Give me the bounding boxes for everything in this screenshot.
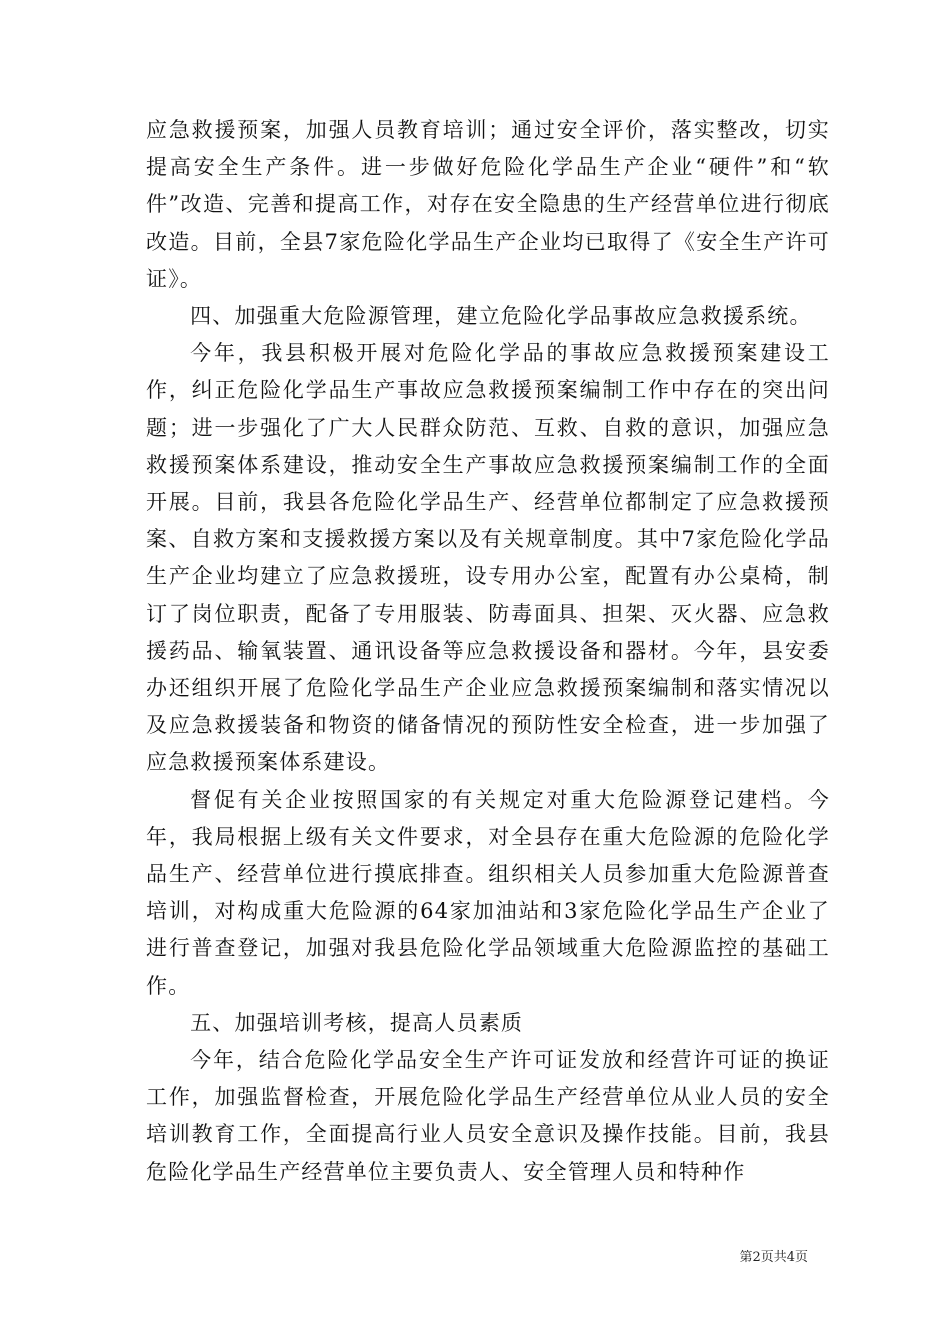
section-heading-4: 四、加强重大危险源管理，建立危险化学品事故应急救援系统。 — [190, 304, 812, 329]
document-body — [146, 112, 830, 1191]
paragraph-1: 应急救援预案，加强人员教育培训；通过安全评价，落实整改，切实提高安全生产条件。进一步做好危险化学品生产企业“硬件”和“软件”改造、完善和提高工作，对存在安全隐患的生产经营单位进行彻底改造。目前，全县7家危险化学品生产企业均已取得了《安全生产许可证》。 — [146, 118, 830, 291]
paragraph-4: 督促有关企业按照国家的有关规定对重大危险源登记建档。今年，我局根据上级有关文件要求，对全县存在重大危险源的危险化学品生产、经营单位进行摸底排查。组织相关人员参加重大危险源普查培训，对构成重大危险源的64家加油站和3家危险化学品生产企业了进行普查登记，加强对我县危险化学品领域重大危险源监控的基础工作。 — [146, 787, 830, 998]
paragraph-3: 今年，我县积极开展对危险化学品的事故应急救援预案建设工作，纠正危险化学品生产事故应急救援预案编制工作中存在的突出问题；进一步强化了广大人民群众防范、互救、自救的意识，加强应急救援预案体系建设，推动安全生产事故应急救援预案编制工作的全面开展。目前，我县各危险化学品生产、经营单位都制定了应急救援预案、自救方案和支援救援方案以及有关规章制度。其中7家危险化学品生产企业均建立了应急救援班，设专用办公室，配置有办公桌椅，制订了岗位职责，配备了专用服装、防毒面具、担架、灭火器、应急救援药品、输氧装置、通讯设备等应急救援设备和器材。今年，县安委办还组织开展了危险化学品生产企业应急救援预案编制和落实情况以及应急救援装备和物资的储备情况的预防性安全检查，进一步加强了应急救援预案体系建设。 — [146, 341, 830, 775]
page-number: 第2页共4页 — [739, 1250, 808, 1265]
paragraph-6: 今年，结合危险化学品安全生产许可证发放和经营许可证的换证工作，加强监督检查，开展危险化学品生产经营单位从业人员的安全培训教育工作，全面提高行业人员安全意识及操作技能。目前，我县危险化学品生产经营单位主要负责人、安全管理人员和特种作 — [146, 1048, 830, 1184]
section-heading-5: 五、加强培训考核，提高人员素质 — [190, 1010, 524, 1035]
